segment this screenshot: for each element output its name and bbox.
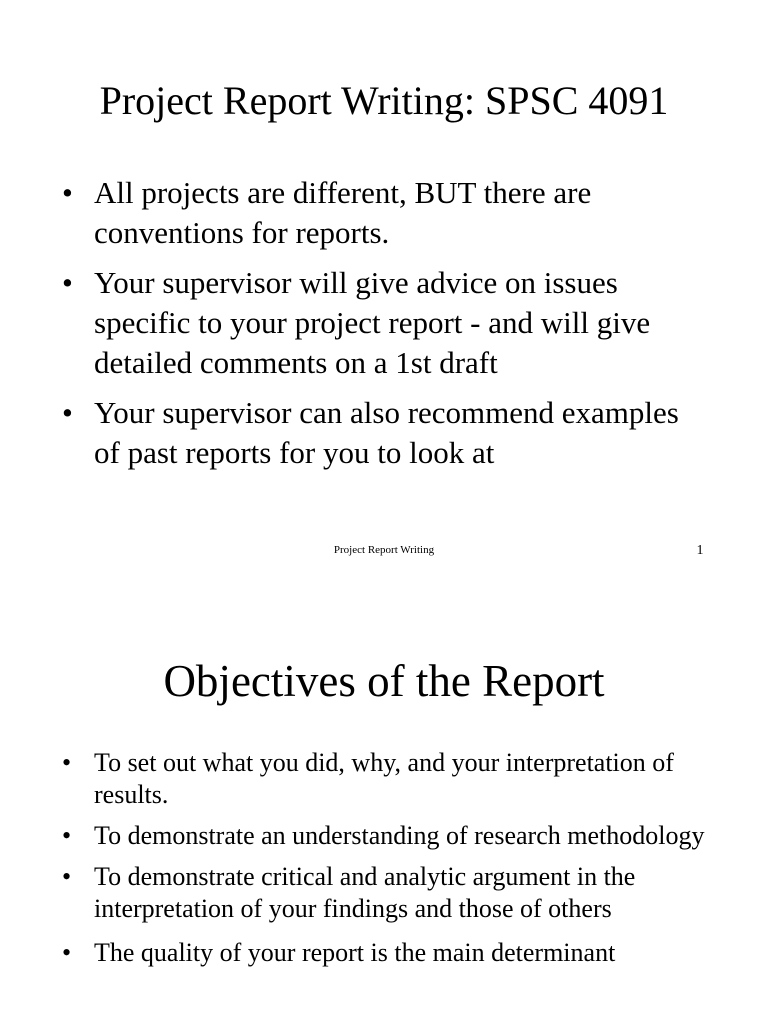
bullet-icon: • — [62, 395, 73, 430]
bullet-item — [62, 747, 712, 811]
bullet-icon: • — [62, 748, 72, 777]
bullet-icon: • — [62, 821, 72, 850]
slide-title: Project Report Writing: SPSC 4091 — [99, 78, 669, 123]
bullet-text: To demonstrate an understanding of research methodology — [94, 821, 705, 850]
bullet-text: Your supervisor can also recommend examples of past reports for you to look at — [94, 395, 679, 470]
bullet-list — [62, 173, 702, 483]
bullet-item — [62, 861, 712, 925]
bullet-text: To set out what you did, why, and your interpretation of results. — [94, 748, 674, 809]
bullet-icon: • — [62, 265, 73, 300]
bullet-text: Your supervisor will give advice on issues specific to your project report - and will give detailed comments on a 1st draft — [94, 265, 651, 380]
slide-footer — [0, 542, 768, 558]
bullet-text: The quality of your report is the main determinant — [94, 938, 616, 967]
bullet-text: To demonstrate critical and analytic argument in the interpretation of your findings and those of others — [94, 862, 636, 923]
bullet-item — [62, 263, 702, 383]
bullet-icon: • — [62, 862, 72, 891]
slide-title: Objectives of the Report — [163, 656, 605, 706]
bullet-icon: • — [62, 938, 72, 967]
bullet-item — [62, 173, 702, 253]
page-number: 1 — [696, 543, 704, 558]
footer-text: Project Report Writing — [333, 544, 435, 556]
bullet-item — [62, 937, 712, 969]
bullet-item — [62, 393, 702, 473]
bullet-list — [62, 747, 712, 978]
bullet-icon: • — [62, 175, 73, 210]
slide-2 — [0, 580, 768, 1024]
bullet-item — [62, 820, 712, 852]
bullet-text: All projects are different, BUT there are conventions for reports. — [94, 175, 592, 250]
